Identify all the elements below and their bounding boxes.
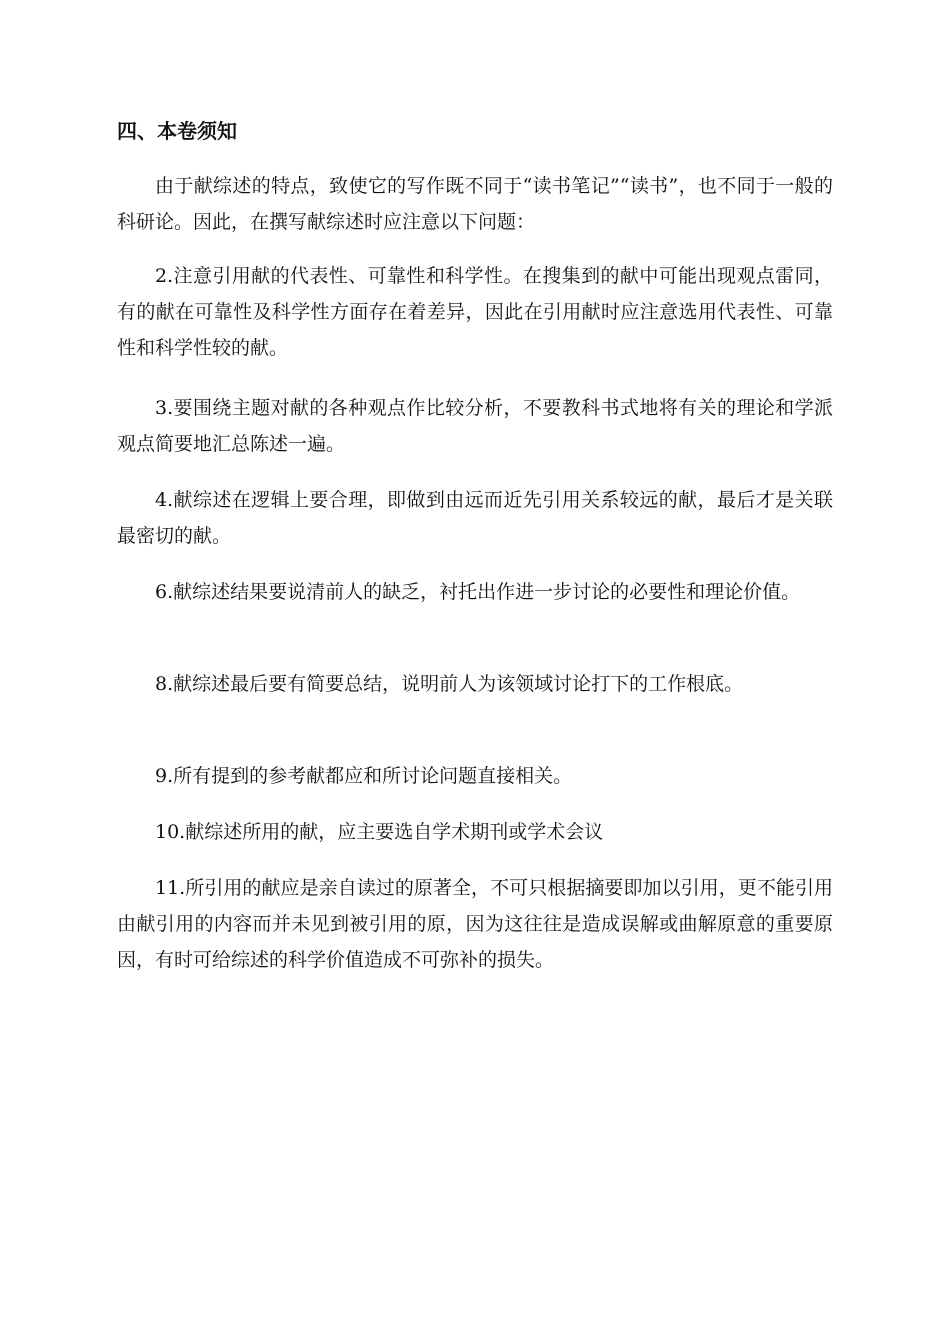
list-item: 11.所引用的献应是亲自读过的原著全，不可只根据摘要即加以引用，更不能引用由献引用的内容而并未见到被引用的原，因为这往往是造成误解或曲解原意的重要原因，有时可给综述的科学价值造成不可弥补的损失。 xyxy=(117,877,833,971)
intro-paragraph: 由于献综述的特点，致使它的写作既不同于“读书笔记”“读书”，也不同于一般的科研论。因此，在撰写献综述时应注意以下问题： xyxy=(117,175,833,233)
section-heading: 四、本卷须知 xyxy=(117,119,237,143)
list-item: 6.献综述结果要说清前人的缺乏，衬托出作进一步讨论的必要性和理论价值。 xyxy=(155,581,801,603)
list-item: 3.要围绕主题对献的各种观点作比较分析，不要教科书式地将有关的理论和学派观点简要地汇总陈述一遍。 xyxy=(117,397,833,455)
list-item: 10.献综述所用的献，应主要选自学术期刊或学术会议 xyxy=(155,821,604,843)
list-item: 2.注意引用献的代表性、可靠性和科学性。在搜集到的献中可能出现观点雷同，有的献在可靠性及科学性方面存在着差异，因此在引用献时应注意选用代表性、可靠性和科学性较的献。 xyxy=(117,265,833,359)
list-item: 9.所有提到的参考献都应和所讨论问题直接相关。 xyxy=(155,765,573,787)
list-item: 8.献综述最后要有简要总结，说明前人为该领域讨论打下的工作根底。 xyxy=(155,673,744,695)
list-item: 4.献综述在逻辑上要合理，即做到由远而近先引用关系较远的献，最后才是关联最密切的献。 xyxy=(117,489,833,547)
